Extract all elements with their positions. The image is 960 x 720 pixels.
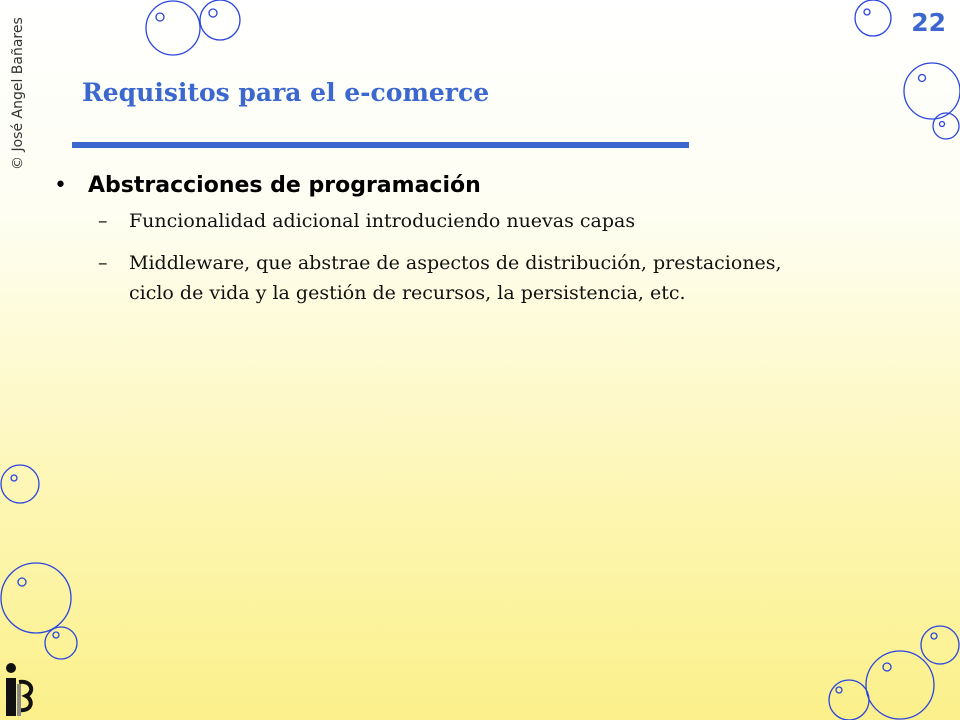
sub-item-text: Middleware, que abstrae de aspectos de distribución, prestaciones, ciclo de vida y la gestión de recursos, la persistencia, etc. bbox=[129, 252, 782, 304]
dash-icon: – bbox=[98, 252, 108, 274]
slide-title: Requisitos para el e-comerce bbox=[82, 78, 490, 107]
page-number: 22 bbox=[911, 8, 946, 37]
sub-item bbox=[88, 248, 794, 308]
bullet-heading: Abstracciones de programación bbox=[88, 173, 481, 198]
title-underline bbox=[72, 142, 689, 148]
bullet-dot-icon: • bbox=[54, 173, 67, 198]
sub-item-text: Funcionalidad adicional introduciendo nuevas capas bbox=[129, 210, 636, 232]
logo-icon bbox=[2, 660, 36, 718]
copyright-notice: © José Angel Bañares bbox=[10, 17, 26, 170]
bullet-item bbox=[54, 170, 794, 308]
sub-item bbox=[88, 206, 794, 236]
dash-icon: – bbox=[98, 210, 108, 232]
sub-list bbox=[88, 206, 794, 308]
bullet-list bbox=[54, 170, 794, 320]
